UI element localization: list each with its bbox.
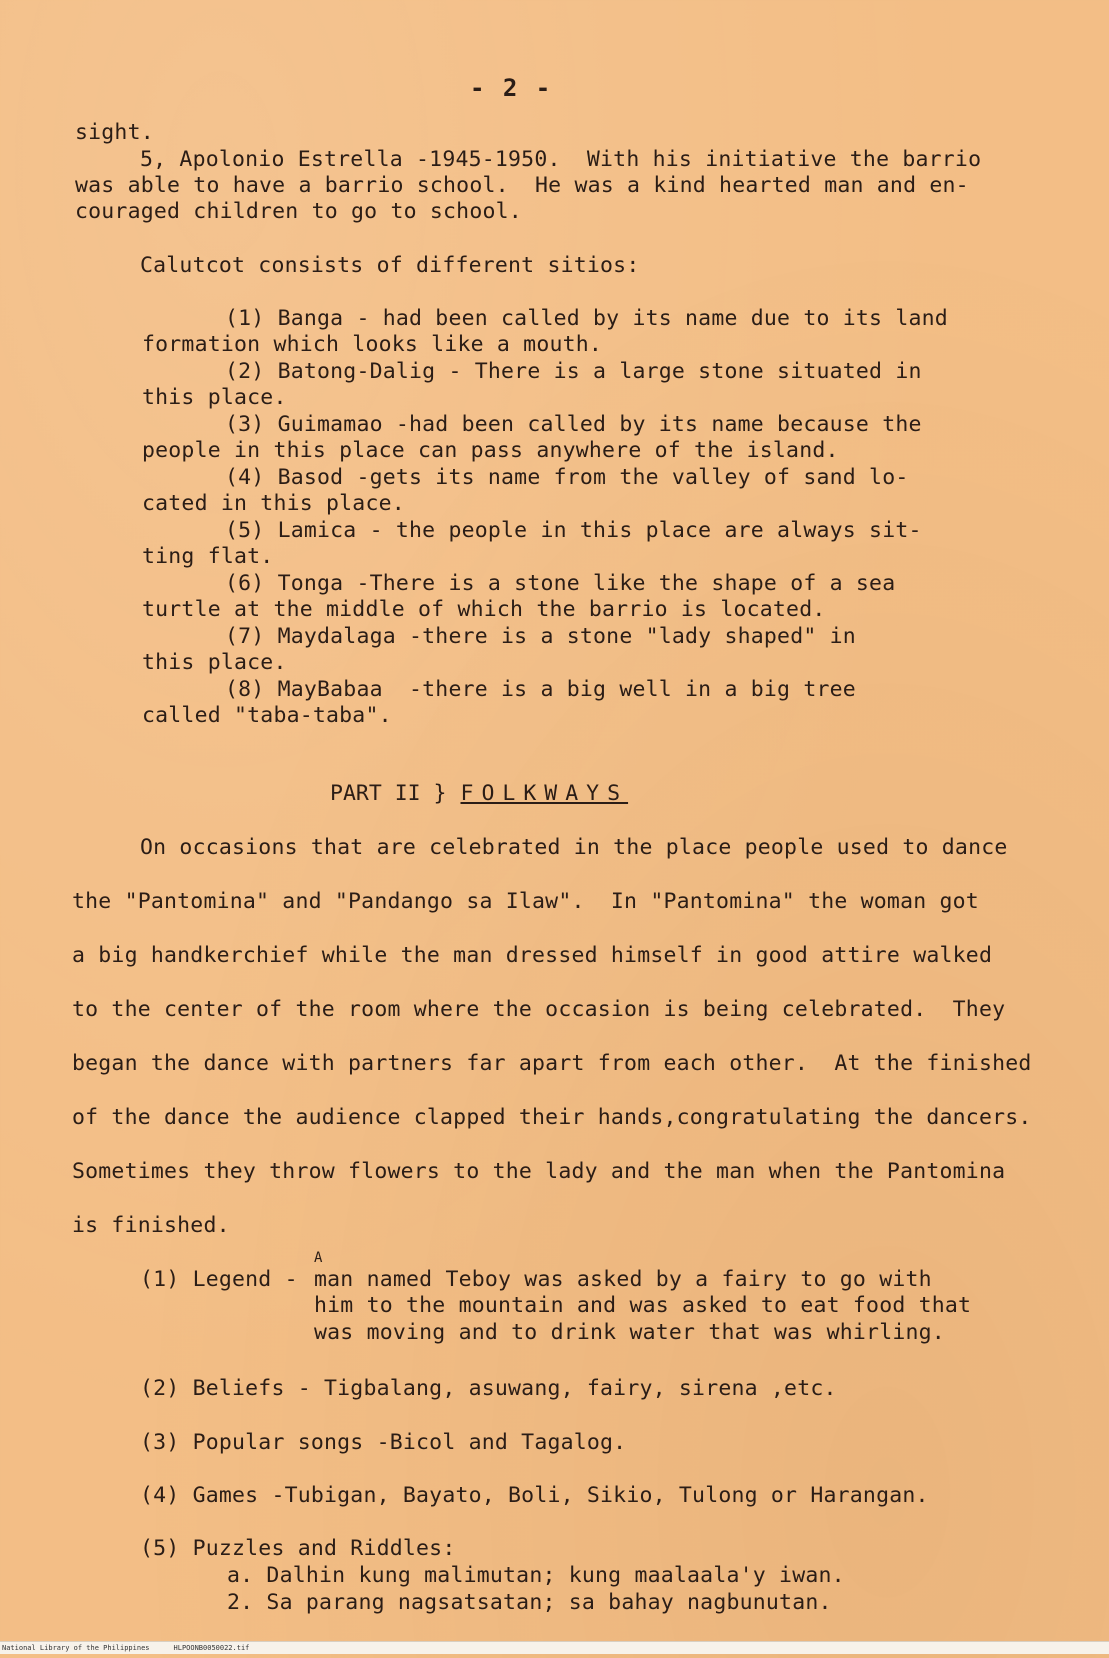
sitio-line: (5) Lamica - the people in this place are always sit- — [225, 518, 922, 543]
continuation-text: sight. — [75, 120, 154, 145]
riddle-line: 2. Sa parang nagsatsatan; sa bahay nagbunutan. — [227, 1590, 832, 1615]
legend-line: him to the mountain and was asked to eat food that — [314, 1293, 972, 1318]
sitio-line: people in this place can pass anywhere of the island. — [142, 438, 839, 463]
folkways-line: a big handkerchief while the man dressed himself in good attire walked — [72, 943, 993, 968]
sitio-line: this place. — [142, 385, 287, 410]
sitio-line: called "taba-taba". — [142, 703, 392, 728]
sitio-line: ting flat. — [142, 544, 274, 569]
item-5-line-1: 5, Apolonio Estrella -1945-1950. With his initiative the barrio — [140, 147, 982, 172]
item-5-line-2: was able to have a barrio school. He was a kind hearted man and en- — [75, 173, 969, 198]
legend-label: (1) Legend - — [140, 1267, 298, 1292]
insertion-caret: A — [314, 1250, 323, 1266]
scan-footer — [0, 1641, 1109, 1654]
sitio-line: (1) Banga - had been called by its name due to its land — [225, 306, 948, 331]
footer-library: National Library of the Philippines — [2, 1644, 150, 1652]
part-heading — [330, 781, 628, 807]
sitio-line: (4) Basod -gets its name from the valley of sand lo- — [225, 465, 909, 490]
sitio-line: (3) Guimamao -had been called by its name because the — [225, 412, 922, 437]
sitio-line: (8) MayBabaa -there is a big well in a big tree — [225, 677, 856, 702]
sitio-line: this place. — [142, 650, 287, 675]
sitio-line: (2) Batong-Dalig - There is a large stone situated in — [225, 359, 922, 384]
sitios-intro: Calutcot consists of different sitios: — [140, 253, 640, 278]
page-number: - 2 - — [470, 74, 553, 102]
folkways-line: the "Pantomina" and "Pandango sa Ilaw". In "Pantomina" the woman got — [72, 889, 979, 914]
legend-line: was moving and to drink water that was whirling. — [314, 1320, 945, 1345]
games-item: (4) Games -Tubigan, Bayato, Boli, Sikio, Tulong or Harangan. — [140, 1483, 929, 1508]
sitio-line: formation which looks like a mouth. — [142, 332, 603, 357]
folkways-line: to the center of the room where the occasion is being celebrated. They — [72, 997, 1006, 1022]
sitio-line: turtle at the middle of which the barrio is located. — [142, 597, 826, 622]
part-title: FOLKWAYS — [460, 781, 629, 806]
folkways-line: began the dance with partners far apart from each other. At the finished — [72, 1051, 1032, 1076]
sitio-line: (6) Tonga -There is a stone like the shape of a sea — [225, 571, 896, 596]
riddle-line: a. Dalhin kung malimutan; kung maalaala'y iwan. — [227, 1563, 845, 1588]
footer-file: HLPOONB0050022.tif — [173, 1644, 250, 1652]
songs-item: (3) Popular songs -Bicol and Tagalog. — [140, 1430, 627, 1455]
folkways-line: is finished. — [72, 1213, 230, 1238]
item-5-line-3: couraged children to go to school. — [75, 199, 522, 224]
sitio-line: cated in this place. — [142, 491, 405, 516]
beliefs-item: (2) Beliefs - Tigbalang, asuwang, fairy, sirena ,etc. — [140, 1376, 837, 1401]
sitio-line: (7) Maydalaga -there is a stone "lady shaped" in — [225, 624, 856, 649]
folkways-line: Sometimes they throw flowers to the lady and the man when the Pantomina — [72, 1159, 1006, 1184]
folkways-line: of the dance the audience clapped their hands,congratulating the dancers. — [72, 1105, 1032, 1130]
legend-line: man named Teboy was asked by a fairy to go with — [314, 1267, 932, 1292]
folkways-line: On occasions that are celebrated in the place people used to dance — [140, 835, 1008, 860]
part-label: PART II } — [330, 781, 447, 806]
puzzles-item: (5) Puzzles and Riddles: — [140, 1536, 456, 1561]
